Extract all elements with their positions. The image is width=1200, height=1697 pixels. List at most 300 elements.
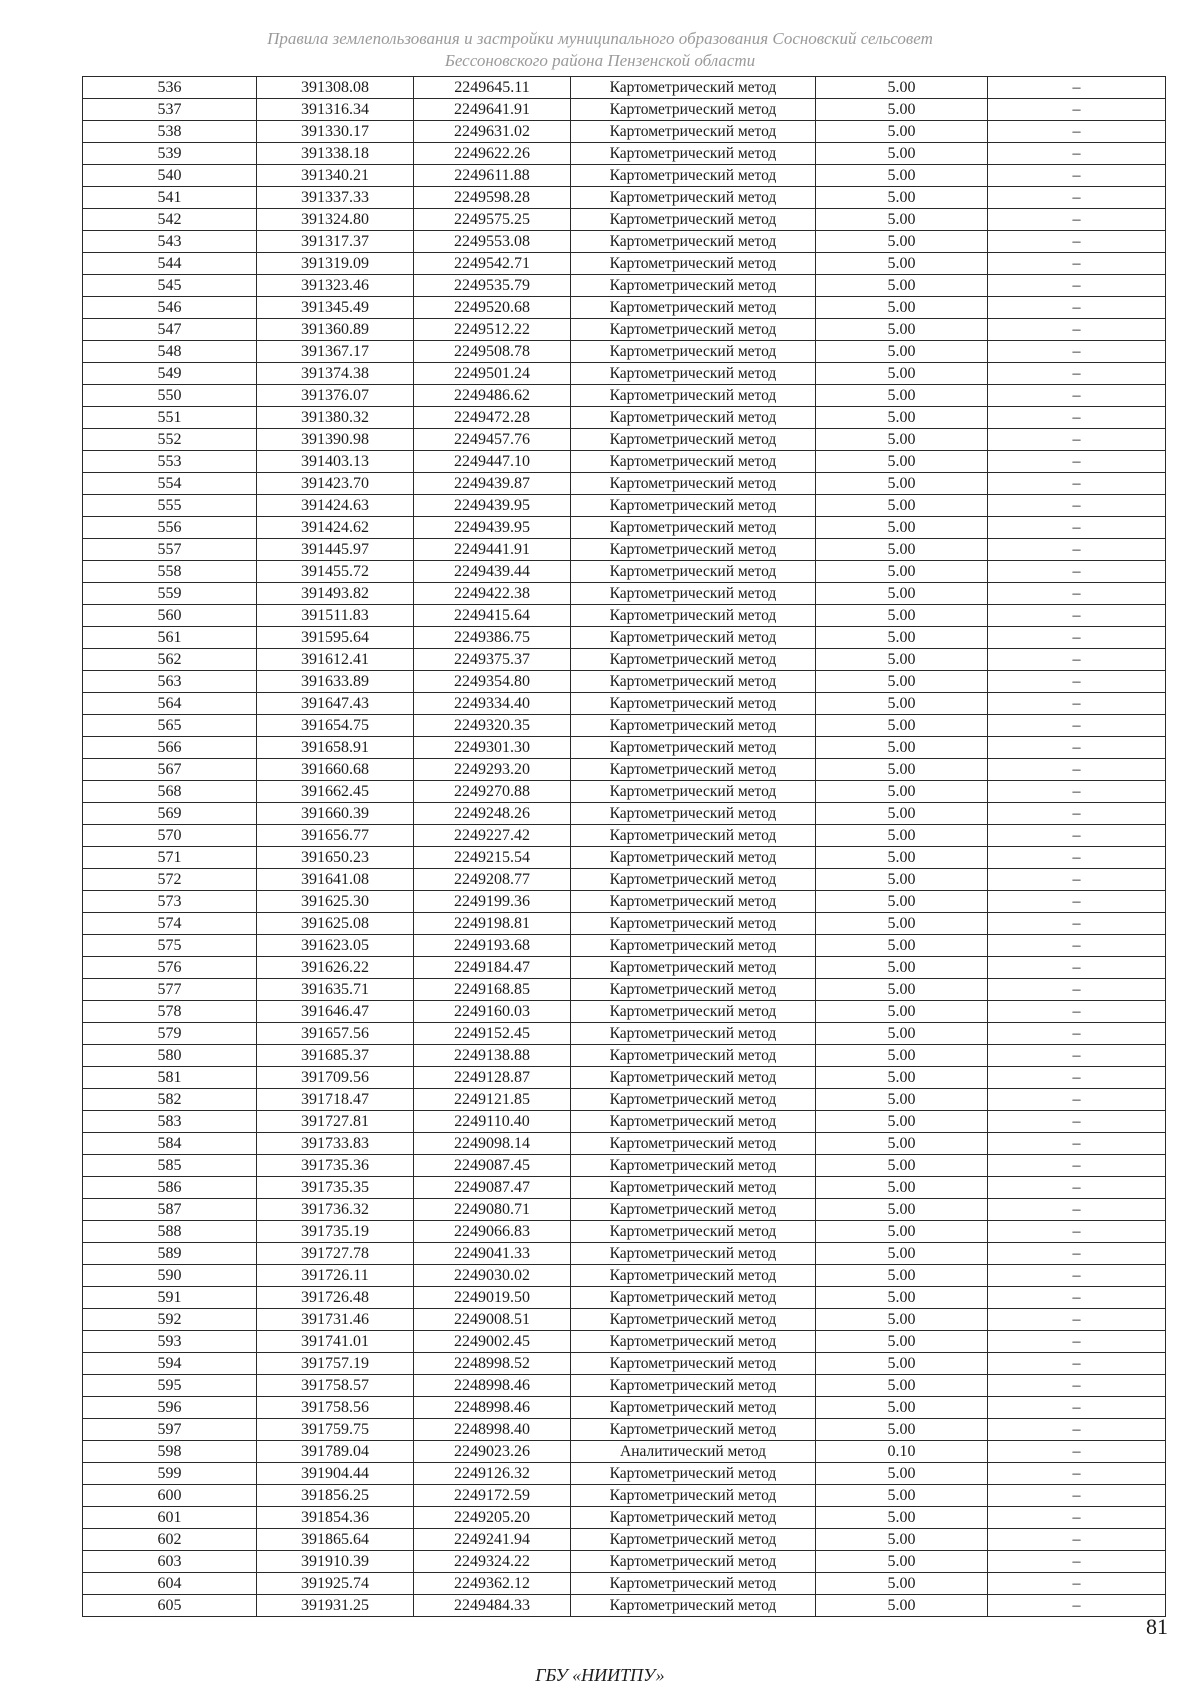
accuracy-cell: 5.00 [816, 165, 988, 187]
table-row [83, 319, 1166, 341]
note-cell: – [988, 1111, 1166, 1133]
method-cell: Картометрический метод [571, 605, 816, 627]
coordinates-table [82, 76, 1166, 1617]
point-number-cell: 553 [83, 451, 257, 473]
method-cell: Картометрический метод [571, 253, 816, 275]
method-cell: Картометрический метод [571, 1067, 816, 1089]
method-cell: Картометрический метод [571, 1419, 816, 1441]
point-number-cell: 572 [83, 869, 257, 891]
table-row [83, 1265, 1166, 1287]
x-coordinate-cell: 391736.32 [257, 1199, 414, 1221]
point-number-cell: 562 [83, 649, 257, 671]
accuracy-cell: 5.00 [816, 583, 988, 605]
y-coordinate-cell: 2249439.95 [414, 517, 571, 539]
x-coordinate-cell: 391654.75 [257, 715, 414, 737]
y-coordinate-cell: 2249422.38 [414, 583, 571, 605]
method-cell: Картометрический метод [571, 1243, 816, 1265]
x-coordinate-cell: 391709.56 [257, 1067, 414, 1089]
x-coordinate-cell: 391650.23 [257, 847, 414, 869]
method-cell: Картометрический метод [571, 187, 816, 209]
method-cell: Картометрический метод [571, 495, 816, 517]
y-coordinate-cell: 2249041.33 [414, 1243, 571, 1265]
y-coordinate-cell: 2249415.64 [414, 605, 571, 627]
note-cell: – [988, 1133, 1166, 1155]
point-number-cell: 541 [83, 187, 257, 209]
method-cell: Картометрический метод [571, 385, 816, 407]
point-number-cell: 556 [83, 517, 257, 539]
table-row [83, 1595, 1166, 1617]
table-row [83, 935, 1166, 957]
point-number-cell: 570 [83, 825, 257, 847]
table-row [83, 1133, 1166, 1155]
point-number-cell: 596 [83, 1397, 257, 1419]
x-coordinate-cell: 391424.62 [257, 517, 414, 539]
accuracy-cell: 5.00 [816, 957, 988, 979]
accuracy-cell: 5.00 [816, 1023, 988, 1045]
note-cell: – [988, 1001, 1166, 1023]
x-coordinate-cell: 391324.80 [257, 209, 414, 231]
y-coordinate-cell: 2248998.40 [414, 1419, 571, 1441]
method-cell: Картометрический метод [571, 407, 816, 429]
note-cell: – [988, 1199, 1166, 1221]
table-row [83, 1353, 1166, 1375]
x-coordinate-cell: 391727.81 [257, 1111, 414, 1133]
x-coordinate-cell: 391727.78 [257, 1243, 414, 1265]
note-cell: – [988, 341, 1166, 363]
accuracy-cell: 5.00 [816, 979, 988, 1001]
point-number-cell: 546 [83, 297, 257, 319]
y-coordinate-cell: 2249087.45 [414, 1155, 571, 1177]
note-cell: – [988, 715, 1166, 737]
x-coordinate-cell: 391380.32 [257, 407, 414, 429]
point-number-cell: 536 [83, 77, 257, 99]
x-coordinate-cell: 391731.46 [257, 1309, 414, 1331]
point-number-cell: 560 [83, 605, 257, 627]
y-coordinate-cell: 2249439.87 [414, 473, 571, 495]
point-number-cell: 597 [83, 1419, 257, 1441]
accuracy-cell: 5.00 [816, 1331, 988, 1353]
point-number-cell: 558 [83, 561, 257, 583]
accuracy-cell: 5.00 [816, 693, 988, 715]
note-cell: – [988, 781, 1166, 803]
table-row [83, 781, 1166, 803]
x-coordinate-cell: 391340.21 [257, 165, 414, 187]
method-cell: Картометрический метод [571, 1287, 816, 1309]
method-cell: Картометрический метод [571, 957, 816, 979]
y-coordinate-cell: 2249241.94 [414, 1529, 571, 1551]
x-coordinate-cell: 391345.49 [257, 297, 414, 319]
y-coordinate-cell: 2249598.28 [414, 187, 571, 209]
table-row [83, 869, 1166, 891]
x-coordinate-cell: 391789.04 [257, 1441, 414, 1463]
point-number-cell: 595 [83, 1375, 257, 1397]
note-cell: – [988, 231, 1166, 253]
point-number-cell: 583 [83, 1111, 257, 1133]
note-cell: – [988, 1485, 1166, 1507]
y-coordinate-cell: 2249227.42 [414, 825, 571, 847]
x-coordinate-cell: 391925.74 [257, 1573, 414, 1595]
y-coordinate-cell: 2249439.95 [414, 495, 571, 517]
note-cell: – [988, 253, 1166, 275]
accuracy-cell: 5.00 [816, 275, 988, 297]
table-row [83, 715, 1166, 737]
y-coordinate-cell: 2249457.76 [414, 429, 571, 451]
point-number-cell: 566 [83, 737, 257, 759]
x-coordinate-cell: 391904.44 [257, 1463, 414, 1485]
point-number-cell: 586 [83, 1177, 257, 1199]
accuracy-cell: 5.00 [816, 869, 988, 891]
accuracy-cell: 5.00 [816, 671, 988, 693]
y-coordinate-cell: 2249215.54 [414, 847, 571, 869]
note-cell: – [988, 495, 1166, 517]
method-cell: Картометрический метод [571, 693, 816, 715]
method-cell: Картометрический метод [571, 165, 816, 187]
accuracy-cell: 5.00 [816, 495, 988, 517]
table-row [83, 495, 1166, 517]
accuracy-cell: 5.00 [816, 429, 988, 451]
method-cell: Картометрический метод [571, 1309, 816, 1331]
table-row [83, 517, 1166, 539]
table-row [83, 209, 1166, 231]
point-number-cell: 543 [83, 231, 257, 253]
method-cell: Картометрический метод [571, 737, 816, 759]
point-number-cell: 592 [83, 1309, 257, 1331]
x-coordinate-cell: 391854.36 [257, 1507, 414, 1529]
accuracy-cell: 5.00 [816, 209, 988, 231]
y-coordinate-cell: 2249152.45 [414, 1023, 571, 1045]
note-cell: – [988, 847, 1166, 869]
method-cell: Картометрический метод [571, 1463, 816, 1485]
note-cell: – [988, 363, 1166, 385]
x-coordinate-cell: 391316.34 [257, 99, 414, 121]
accuracy-cell: 5.00 [816, 539, 988, 561]
table-row [83, 979, 1166, 1001]
point-number-cell: 577 [83, 979, 257, 1001]
accuracy-cell: 5.00 [816, 1265, 988, 1287]
y-coordinate-cell: 2249019.50 [414, 1287, 571, 1309]
method-cell: Картометрический метод [571, 1045, 816, 1067]
method-cell: Картометрический метод [571, 319, 816, 341]
point-number-cell: 548 [83, 341, 257, 363]
note-cell: – [988, 693, 1166, 715]
x-coordinate-cell: 391390.98 [257, 429, 414, 451]
table-row [83, 451, 1166, 473]
method-cell: Картометрический метод [571, 341, 816, 363]
table-row [83, 957, 1166, 979]
note-cell: – [988, 1573, 1166, 1595]
y-coordinate-cell: 2249362.12 [414, 1573, 571, 1595]
accuracy-cell: 5.00 [816, 1045, 988, 1067]
note-cell: – [988, 1507, 1166, 1529]
x-coordinate-cell: 391423.70 [257, 473, 414, 495]
table-row [83, 1221, 1166, 1243]
y-coordinate-cell: 2249172.59 [414, 1485, 571, 1507]
x-coordinate-cell: 391445.97 [257, 539, 414, 561]
accuracy-cell: 5.00 [816, 1463, 988, 1485]
point-number-cell: 593 [83, 1331, 257, 1353]
table-row [83, 1199, 1166, 1221]
note-cell: – [988, 1353, 1166, 1375]
note-cell: – [988, 1375, 1166, 1397]
y-coordinate-cell: 2249386.75 [414, 627, 571, 649]
method-cell: Картометрический метод [571, 1023, 816, 1045]
point-number-cell: 547 [83, 319, 257, 341]
document-header [0, 28, 1200, 72]
point-number-cell: 598 [83, 1441, 257, 1463]
y-coordinate-cell: 2249121.85 [414, 1089, 571, 1111]
accuracy-cell: 5.00 [816, 187, 988, 209]
note-cell: – [988, 737, 1166, 759]
x-coordinate-cell: 391635.71 [257, 979, 414, 1001]
note-cell: – [988, 407, 1166, 429]
accuracy-cell: 5.00 [816, 1001, 988, 1023]
table-row [83, 121, 1166, 143]
table-row [83, 231, 1166, 253]
x-coordinate-cell: 391647.43 [257, 693, 414, 715]
accuracy-cell: 5.00 [816, 1111, 988, 1133]
table-row [83, 1023, 1166, 1045]
x-coordinate-cell: 391623.05 [257, 935, 414, 957]
point-number-cell: 539 [83, 143, 257, 165]
note-cell: – [988, 1595, 1166, 1617]
x-coordinate-cell: 391360.89 [257, 319, 414, 341]
accuracy-cell: 5.00 [816, 517, 988, 539]
note-cell: – [988, 1397, 1166, 1419]
point-number-cell: 579 [83, 1023, 257, 1045]
x-coordinate-cell: 391658.91 [257, 737, 414, 759]
table-row [83, 1309, 1166, 1331]
method-cell: Картометрический метод [571, 1595, 816, 1617]
table-row [83, 99, 1166, 121]
x-coordinate-cell: 391626.22 [257, 957, 414, 979]
note-cell: – [988, 429, 1166, 451]
accuracy-cell: 5.00 [816, 231, 988, 253]
y-coordinate-cell: 2249023.26 [414, 1441, 571, 1463]
y-coordinate-cell: 2249542.71 [414, 253, 571, 275]
point-number-cell: 601 [83, 1507, 257, 1529]
accuracy-cell: 5.00 [816, 1089, 988, 1111]
point-number-cell: 590 [83, 1265, 257, 1287]
y-coordinate-cell: 2249002.45 [414, 1331, 571, 1353]
method-cell: Картометрический метод [571, 1001, 816, 1023]
note-cell: – [988, 1221, 1166, 1243]
note-cell: – [988, 1419, 1166, 1441]
method-cell: Картометрический метод [571, 1353, 816, 1375]
table-row [83, 1001, 1166, 1023]
x-coordinate-cell: 391657.56 [257, 1023, 414, 1045]
note-cell: – [988, 979, 1166, 1001]
method-cell: Аналитический метод [571, 1441, 816, 1463]
note-cell: – [988, 1045, 1166, 1067]
table-row [83, 1089, 1166, 1111]
point-number-cell: 589 [83, 1243, 257, 1265]
y-coordinate-cell: 2249553.08 [414, 231, 571, 253]
accuracy-cell: 5.00 [816, 1419, 988, 1441]
note-cell: – [988, 1309, 1166, 1331]
y-coordinate-cell: 2249184.47 [414, 957, 571, 979]
accuracy-cell: 5.00 [816, 121, 988, 143]
x-coordinate-cell: 391330.17 [257, 121, 414, 143]
y-coordinate-cell: 2249208.77 [414, 869, 571, 891]
y-coordinate-cell: 2249641.91 [414, 99, 571, 121]
x-coordinate-cell: 391317.37 [257, 231, 414, 253]
method-cell: Картометрический метод [571, 1155, 816, 1177]
accuracy-cell: 5.00 [816, 1353, 988, 1375]
method-cell: Картометрический метод [571, 1397, 816, 1419]
table-row [83, 847, 1166, 869]
y-coordinate-cell: 2249205.20 [414, 1507, 571, 1529]
accuracy-cell: 5.00 [816, 935, 988, 957]
x-coordinate-cell: 391625.08 [257, 913, 414, 935]
method-cell: Картометрический метод [571, 847, 816, 869]
table-row [83, 1441, 1166, 1463]
x-coordinate-cell: 391660.68 [257, 759, 414, 781]
point-number-cell: 576 [83, 957, 257, 979]
x-coordinate-cell: 391726.11 [257, 1265, 414, 1287]
point-number-cell: 581 [83, 1067, 257, 1089]
note-cell: – [988, 913, 1166, 935]
accuracy-cell: 5.00 [816, 1573, 988, 1595]
table-row [83, 363, 1166, 385]
point-number-cell: 605 [83, 1595, 257, 1617]
y-coordinate-cell: 2249508.78 [414, 341, 571, 363]
table-row [83, 561, 1166, 583]
point-number-cell: 569 [83, 803, 257, 825]
table-row [83, 187, 1166, 209]
x-coordinate-cell: 391656.77 [257, 825, 414, 847]
point-number-cell: 554 [83, 473, 257, 495]
x-coordinate-cell: 391323.46 [257, 275, 414, 297]
x-coordinate-cell: 391319.09 [257, 253, 414, 275]
table-row [83, 583, 1166, 605]
accuracy-cell: 5.00 [816, 649, 988, 671]
point-number-cell: 564 [83, 693, 257, 715]
y-coordinate-cell: 2248998.52 [414, 1353, 571, 1375]
accuracy-cell: 5.00 [816, 627, 988, 649]
x-coordinate-cell: 391308.08 [257, 77, 414, 99]
y-coordinate-cell: 2249199.36 [414, 891, 571, 913]
method-cell: Картометрический метод [571, 275, 816, 297]
note-cell: – [988, 1089, 1166, 1111]
point-number-cell: 580 [83, 1045, 257, 1067]
x-coordinate-cell: 391633.89 [257, 671, 414, 693]
note-cell: – [988, 187, 1166, 209]
x-coordinate-cell: 391685.37 [257, 1045, 414, 1067]
x-coordinate-cell: 391625.30 [257, 891, 414, 913]
method-cell: Картометрический метод [571, 1111, 816, 1133]
method-cell: Картометрический метод [571, 759, 816, 781]
accuracy-cell: 5.00 [816, 891, 988, 913]
table-row [83, 1397, 1166, 1419]
point-number-cell: 600 [83, 1485, 257, 1507]
y-coordinate-cell: 2249486.62 [414, 385, 571, 407]
y-coordinate-cell: 2249126.32 [414, 1463, 571, 1485]
x-coordinate-cell: 391865.64 [257, 1529, 414, 1551]
point-number-cell: 567 [83, 759, 257, 781]
method-cell: Картометрический метод [571, 803, 816, 825]
note-cell: – [988, 1023, 1166, 1045]
method-cell: Картометрический метод [571, 121, 816, 143]
x-coordinate-cell: 391733.83 [257, 1133, 414, 1155]
y-coordinate-cell: 2249008.51 [414, 1309, 571, 1331]
table-row [83, 1529, 1166, 1551]
y-coordinate-cell: 2249087.47 [414, 1177, 571, 1199]
point-number-cell: 542 [83, 209, 257, 231]
table-row [83, 429, 1166, 451]
table-row [83, 275, 1166, 297]
table-row [83, 1507, 1166, 1529]
method-cell: Картометрический метод [571, 1221, 816, 1243]
document-footer: ГБУ «НИИТПУ» [535, 1665, 665, 1685]
accuracy-cell: 5.00 [816, 473, 988, 495]
x-coordinate-cell: 391931.25 [257, 1595, 414, 1617]
method-cell: Картометрический метод [571, 363, 816, 385]
table-row [83, 649, 1166, 671]
point-number-cell: 540 [83, 165, 257, 187]
y-coordinate-cell: 2249622.26 [414, 143, 571, 165]
y-coordinate-cell: 2249138.88 [414, 1045, 571, 1067]
table-row [83, 1573, 1166, 1595]
point-number-cell: 594 [83, 1353, 257, 1375]
point-number-cell: 574 [83, 913, 257, 935]
x-coordinate-cell: 391758.56 [257, 1397, 414, 1419]
point-number-cell: 557 [83, 539, 257, 561]
point-number-cell: 561 [83, 627, 257, 649]
note-cell: – [988, 539, 1166, 561]
x-coordinate-cell: 391376.07 [257, 385, 414, 407]
x-coordinate-cell: 391367.17 [257, 341, 414, 363]
method-cell: Картометрический метод [571, 77, 816, 99]
note-cell: – [988, 561, 1166, 583]
accuracy-cell: 5.00 [816, 1177, 988, 1199]
note-cell: – [988, 121, 1166, 143]
y-coordinate-cell: 2249520.68 [414, 297, 571, 319]
method-cell: Картометрический метод [571, 671, 816, 693]
table-row [83, 605, 1166, 627]
point-number-cell: 588 [83, 1221, 257, 1243]
method-cell: Картометрический метод [571, 1573, 816, 1595]
table-row [83, 1111, 1166, 1133]
y-coordinate-cell: 2249611.88 [414, 165, 571, 187]
y-coordinate-cell: 2249030.02 [414, 1265, 571, 1287]
point-number-cell: 599 [83, 1463, 257, 1485]
point-number-cell: 559 [83, 583, 257, 605]
accuracy-cell: 5.00 [816, 1287, 988, 1309]
point-number-cell: 587 [83, 1199, 257, 1221]
table-row [83, 385, 1166, 407]
accuracy-cell: 5.00 [816, 1243, 988, 1265]
table-row [83, 1243, 1166, 1265]
table-row [83, 1419, 1166, 1441]
method-cell: Картометрический метод [571, 1265, 816, 1287]
x-coordinate-cell: 391374.38 [257, 363, 414, 385]
accuracy-cell: 5.00 [816, 605, 988, 627]
accuracy-cell: 5.00 [816, 1397, 988, 1419]
method-cell: Картометрический метод [571, 561, 816, 583]
accuracy-cell: 5.00 [816, 143, 988, 165]
method-cell: Картометрический метод [571, 891, 816, 913]
note-cell: – [988, 385, 1166, 407]
x-coordinate-cell: 391735.36 [257, 1155, 414, 1177]
accuracy-cell: 5.00 [816, 99, 988, 121]
point-number-cell: 603 [83, 1551, 257, 1573]
point-number-cell: 545 [83, 275, 257, 297]
accuracy-cell: 5.00 [816, 737, 988, 759]
y-coordinate-cell: 2249484.33 [414, 1595, 571, 1617]
x-coordinate-cell: 391741.01 [257, 1331, 414, 1353]
point-number-cell: 555 [83, 495, 257, 517]
table-row [83, 77, 1166, 99]
